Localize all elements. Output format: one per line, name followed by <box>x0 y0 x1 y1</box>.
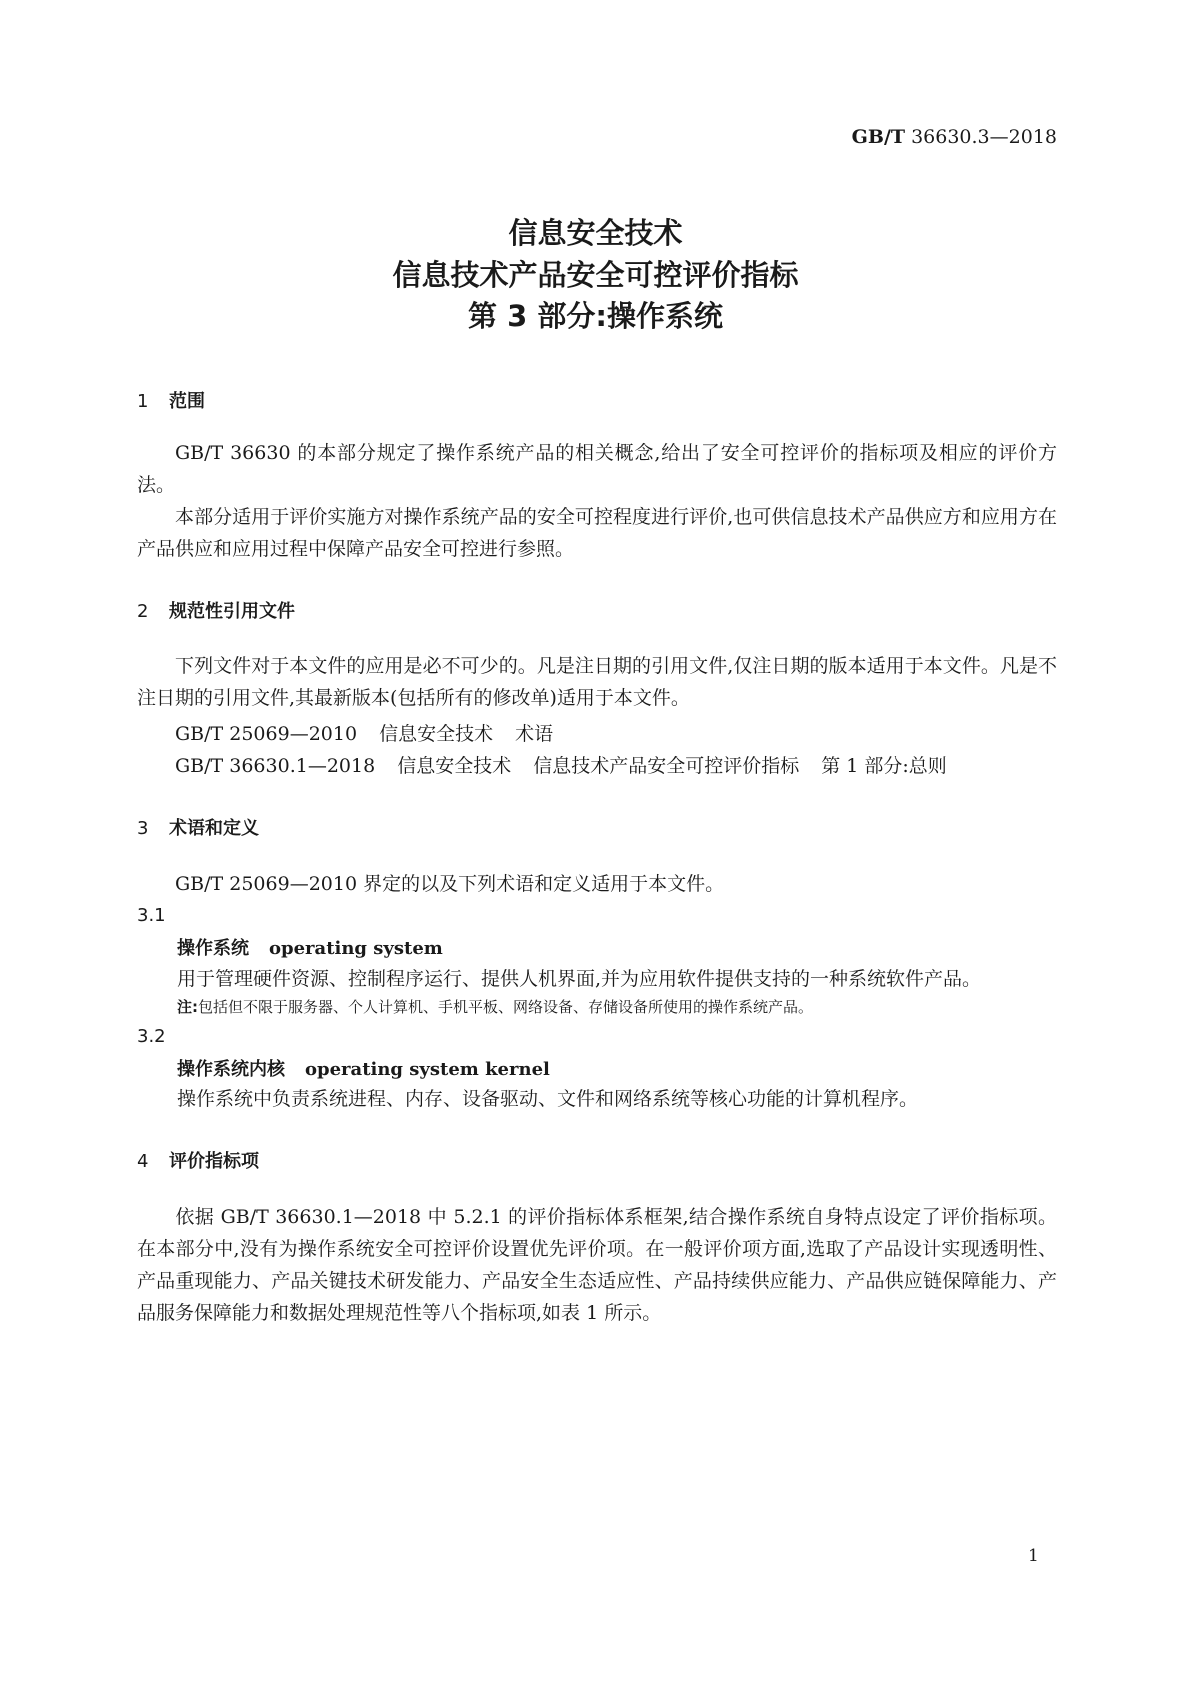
reference-code: GB/T 36630.1—2018 <box>175 755 376 777</box>
paragraph-text: 依据 GB/T 36630.1—2018 中 5.2.1 的评价指标体系框架,结合操作系统自身特点设定了评价指标项。在本部分中,没有为操作系统安全可控评价设置优先评价项。在一般评价项方面,选取了产品设计实现透明性、产品重现能力、产品关键技术研发能力、产品安全生态适应性、产品持续供应能力、产品供应链保障能力、产品服务保障能力和数据处理规范性等八个指标项,如表 1 所示。 <box>137 1206 1057 1324</box>
section-4-heading <box>137 1147 259 1173</box>
section-title: 规范性引用文件 <box>169 601 295 622</box>
term-zh: 操作系统 <box>177 938 249 959</box>
reference-code: GB/T 25069—2010 <box>175 723 358 745</box>
reference-title-part: 术语 <box>515 723 554 745</box>
term-en: operating system kernel <box>305 1059 550 1080</box>
term-heading <box>177 934 443 960</box>
section-4-paragraph-1 <box>137 1201 1057 1329</box>
normative-reference <box>175 719 553 746</box>
reference-title-part: 第 1 部分:总则 <box>821 755 947 777</box>
term-number: 3.2 <box>137 1026 166 1047</box>
reference-title-part: 信息安全技术 <box>379 723 494 745</box>
term-note <box>177 996 813 1017</box>
reference-title-part: 信息技术产品安全可控评价指标 <box>533 755 800 777</box>
section-title: 术语和定义 <box>169 818 259 839</box>
page-number: 1 <box>1028 1546 1039 1566</box>
paragraph-text: 本部分适用于评价实施方对操作系统产品的安全可控程度进行评价,也可供信息技术产品供应方和应用方在产品供应和应用过程中保障产品安全可控进行参照。 <box>137 506 1057 560</box>
section-2-paragraph-1 <box>137 650 1057 714</box>
term-zh: 操作系统内核 <box>177 1059 285 1080</box>
term-number: 3.1 <box>137 905 166 926</box>
term-definition: 操作系统中负责系统进程、内存、设备驱动、文件和网络系统等核心功能的计算机程序。 <box>177 1088 919 1110</box>
section-title: 评价指标项 <box>169 1151 259 1172</box>
standard-number-value: 36630.3—2018 <box>905 126 1057 148</box>
section-1-heading <box>137 387 205 413</box>
reference-title-part: 信息安全技术 <box>397 755 512 777</box>
section-3-paragraph-1: GB/T 25069—2010 界定的以及下列术语和定义适用于本文件。 <box>175 873 725 895</box>
term-heading <box>177 1055 550 1081</box>
section-1-paragraph-1 <box>137 437 1057 501</box>
section-number: 4 <box>137 1151 149 1172</box>
section-number: 2 <box>137 601 149 622</box>
term-en: operating system <box>269 938 443 959</box>
paragraph-text: 下列文件对于本文件的应用是必不可少的。凡是注日期的引用文件,仅注日期的版本适用于本文件。凡是不注日期的引用文件,其最新版本(包括所有的修改单)适用于本文件。 <box>137 655 1057 709</box>
section-1-paragraph-2 <box>137 501 1057 565</box>
section-title: 范围 <box>169 391 205 412</box>
title-line-3: 第 3 部分:操作系统 <box>468 299 723 333</box>
normative-reference <box>175 751 947 778</box>
paragraph-text: GB/T 36630 的本部分规定了操作系统产品的相关概念,给出了安全可控评价的指标项及相应的评价方法。 <box>137 442 1057 496</box>
standard-number <box>0 126 1057 148</box>
section-number: 1 <box>137 391 149 412</box>
standard-number-prefix: GB/T <box>851 126 906 148</box>
note-text: 包括但不限于服务器、个人计算机、手机平板、网络设备、存储设备所使用的操作系统产品。 <box>198 998 814 1016</box>
term-definition: 用于管理硬件资源、控制程序运行、提供人机界面,并为应用软件提供支持的一种系统软件产品。 <box>177 968 982 990</box>
section-3-heading <box>137 814 259 840</box>
section-number: 3 <box>137 818 149 839</box>
title-line-1: 信息安全技术 <box>508 216 683 250</box>
note-label: 注: <box>177 998 198 1016</box>
title-line-2: 信息技术产品安全可控评价指标 <box>392 258 799 292</box>
section-2-heading <box>137 597 295 623</box>
